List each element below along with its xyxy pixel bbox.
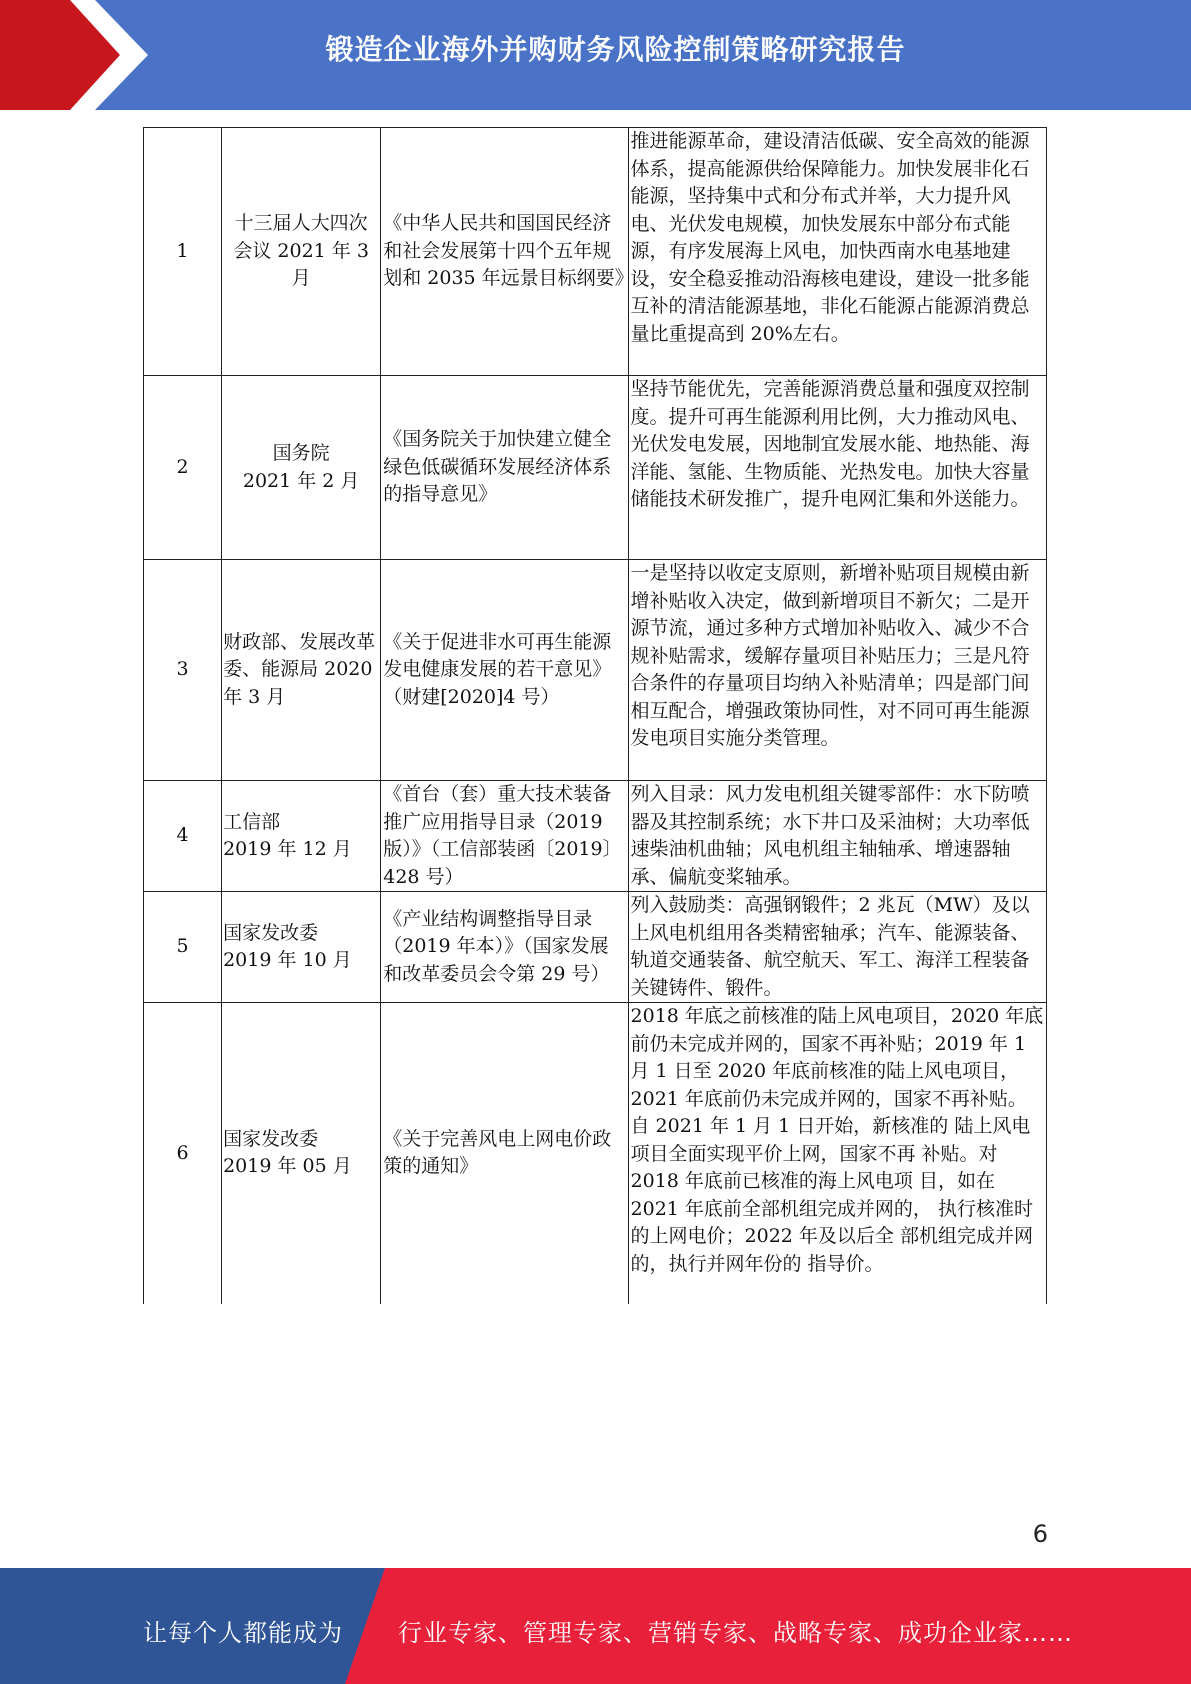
content-text: 2018 年底之前核准的陆上风电项目，2020 年底前仍未完成并网的，国家不再补贴；2019 年 1 月 1 日至 2020 年底前核准的陆上风电项目，2021 年底前仍未完成并网的，国家不再补贴。自 2021 年 1 月 1 日开始，新核准的 陆上风电项目全面实现平价上网，国家不再 补贴。对 2018 年底前已核准的海上风电项 目，如在 2021 年底前全部机组完成并网的， 执行核准时的上网电价；2022 年及以后全 部机组完成并网的，执行并网年份的 指导价。: [630, 1005, 1044, 1275]
row-number: 6: [144, 1003, 222, 1304]
table-row: [144, 376, 1047, 560]
content-text: 列入鼓励类：高强钢锻件；2 兆瓦（MW）及以上风电机组用各类精密轴承；汽车、能源装备、轨道交通装备、航空航天、军工、海洋工程装备关键铸件、锻件。: [630, 894, 1030, 999]
issuer-text: 国务院 2021 年 2 月: [242, 442, 360, 492]
document-cell: [381, 781, 628, 892]
document-cell: [381, 560, 628, 781]
footer-slogan-right: 行业专家、管理专家、营销专家、战略专家、成功企业家……: [398, 1619, 1073, 1647]
row-number: 5: [144, 892, 222, 1003]
issuer-cell: [222, 560, 381, 781]
content-cell: [628, 128, 1046, 376]
document-text: 《关于促进非水可再生能源发电健康发展的若干意见》 （财建[2020]4 号）: [383, 630, 612, 708]
content-text: 坚持节能优先，完善能源消费总量和强度双控制度。提升可再生能源利用比例，大力推动风电、光伏发电发展，因地制宜发展水能、地热能、海洋能、氢能、生物质能、光热发电。加快大容量储能技术研发推广，提升电网汇集和外送能力。: [630, 378, 1030, 510]
footer-banner: [0, 1568, 1191, 1684]
report-title: 锻造企业海外并购财务风险控制策略研究报告: [325, 33, 906, 66]
issuer-cell: [222, 1003, 381, 1304]
document-cell: [381, 1003, 628, 1304]
footer-slogan-left: 让每个人都能成为: [143, 1619, 343, 1647]
table-row: [144, 1003, 1047, 1304]
content-text: 列入目录：风力发电机组关键零部件：水下防喷器及其控制系统；水下井口及采油树；大功率低速柴油机曲轴；风电机组主轴轴承、增速器轴承、偏航变桨轴承。: [630, 783, 1030, 888]
content-text: 推进能源革命，建设清洁低碳、安全高效的能源体系，提高能源供给保障能力。加快发展非化石能源，坚持集中式和分布式并举，大力提升风电、光伏发电规模，加快发展东中部分布式能源，有序发展海上风电，加快西南水电基地建设，安全稳妥推动沿海核电建设，建设一批多能互补的清洁能源基地，非化石能源占能源消费总量比重提高到 20%左右。: [630, 130, 1030, 345]
document-cell: [381, 892, 628, 1003]
page-number: 6: [1032, 1520, 1048, 1548]
document-text: 《产业结构调整指导目录（2019 年本）》（国家发展和改革委员会令第 29 号）: [383, 907, 610, 985]
issuer-text: 财政部、发展改革委、能源局 2020 年 3 月: [223, 630, 376, 708]
issuer-text: 工信部 2019 年 12 月: [223, 810, 352, 860]
document-text: 《首台（套）重大技术装备推广应用指导目录（2019 版）》（工信部装函〔2019〕 428 号）: [383, 783, 622, 888]
document-text: 《中华人民共和国国民经济和社会发展第十四个五年规划和 2035 年远景目标纲要》: [383, 212, 634, 290]
content-cell: [628, 376, 1046, 560]
document-cell: [381, 128, 634, 376]
row-number: 4: [144, 781, 222, 892]
content-cell: [628, 892, 1046, 1003]
issuer-cell: [222, 376, 381, 560]
issuer-cell: [222, 128, 381, 376]
document-cell: [381, 376, 628, 560]
issuer-text: 国家发改委 2019 年 05 月: [223, 1127, 352, 1178]
row-number: 3: [144, 560, 222, 781]
table-row: [144, 781, 1047, 892]
table-row: [144, 560, 1047, 781]
content-cell: [628, 560, 1046, 781]
table-row: [144, 128, 1047, 376]
report-header: [0, 0, 1191, 110]
document-text: 《国务院关于加快建立健全绿色低碳循环发展经济体系的指导意见》: [383, 428, 612, 506]
row-number: 1: [144, 128, 222, 376]
table-row: [144, 892, 1047, 1003]
content-cell: [628, 1003, 1046, 1304]
policy-table: [143, 127, 1047, 1304]
issuer-cell: [222, 781, 381, 892]
issuer-cell: [222, 892, 381, 1003]
content-text: 一是坚持以收定支原则，新增补贴项目规模由新增补贴收入决定，做到新增项目不新欠；二是开源节流，通过多种方式增加补贴收入、减少不合规补贴需求，缓解存量项目补贴压力；三是凡符合条件的存量项目均纳入补贴清单；四是部门间相互配合，增强政策协同性，对不同可再生能源发电项目实施分类管理。: [630, 562, 1030, 749]
row-number: 2: [144, 376, 222, 560]
issuer-text: 国家发改委 2019 年 10 月: [223, 921, 352, 971]
content-cell: [628, 781, 1046, 892]
document-text: 《关于完善风电上网电价政策的通知》: [383, 1127, 612, 1178]
issuer-text: 十三届人大四次会议 2021 年 3 月: [233, 212, 369, 290]
